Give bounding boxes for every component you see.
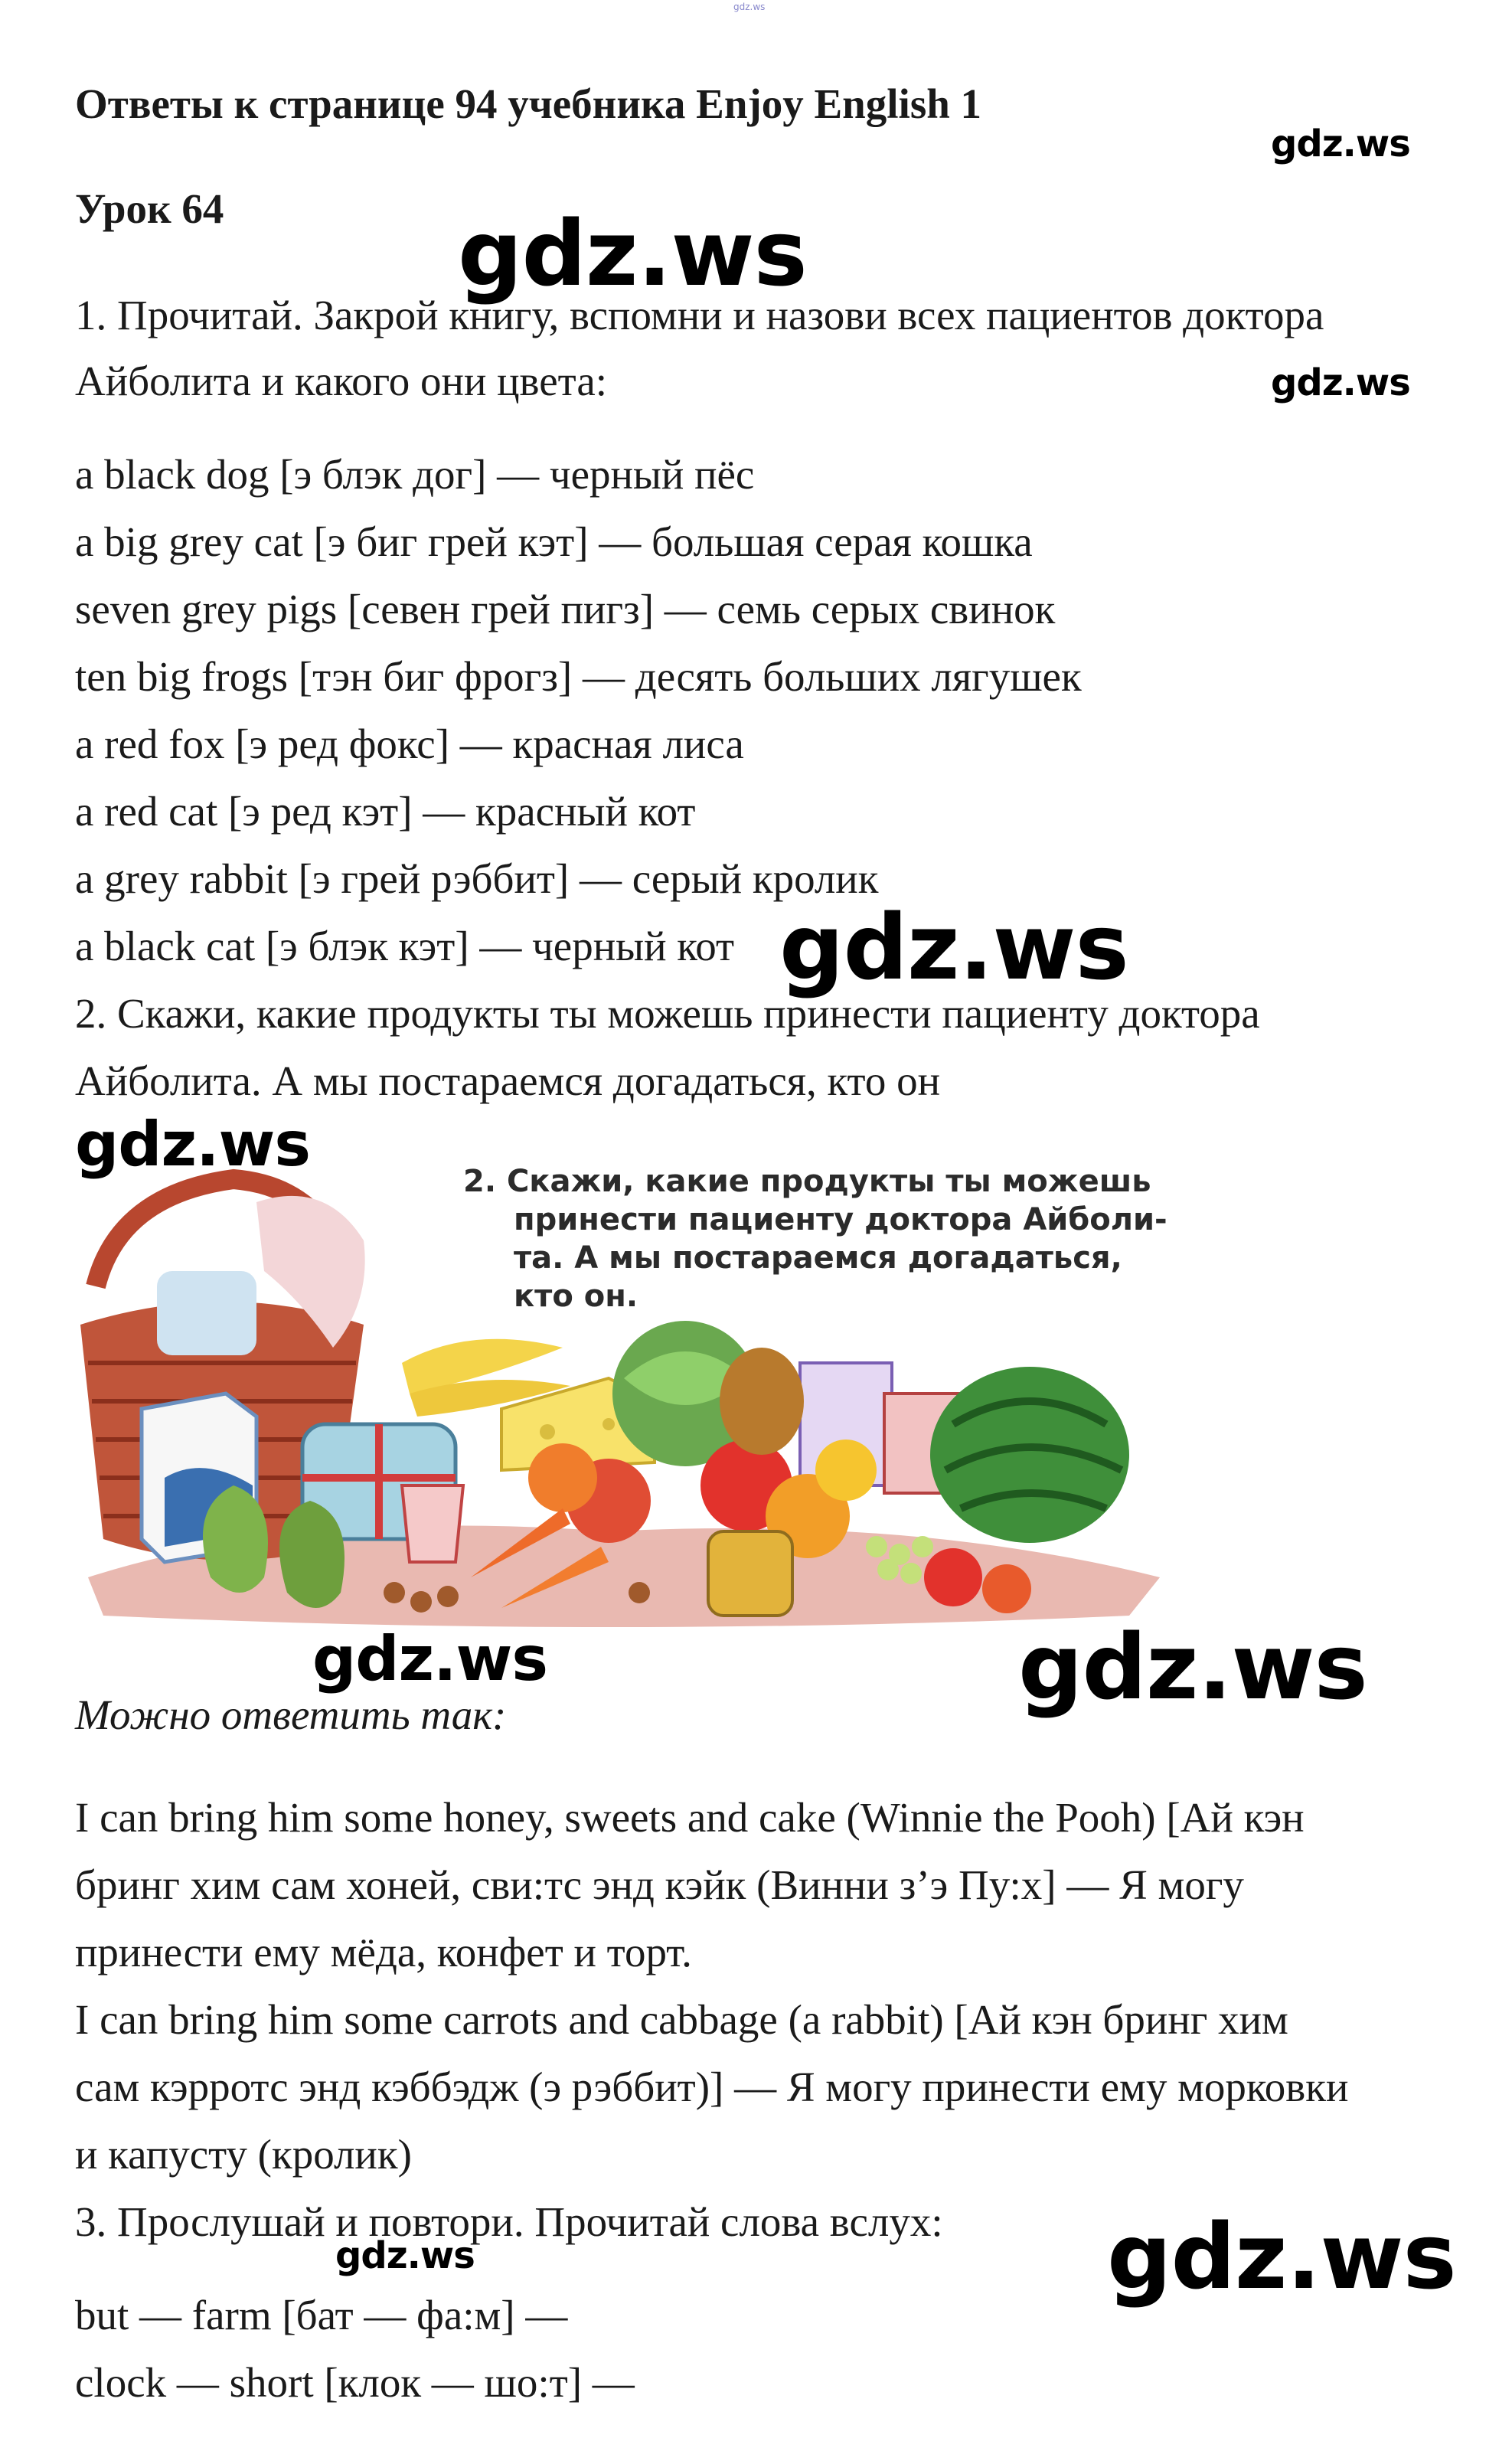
answer-intro: Можно ответить так: [75,1691,507,1738]
textbook-caption-line: кто он. [514,1279,638,1314]
food-basket-picture [73,1149,1167,1639]
page-title: Ответы к странице 94 учебника Enjoy English 1 [75,80,982,127]
task3-prompt: 3. Прослушай и повтори. Прочитай слова вслух: [75,2198,943,2245]
list-item: ten big frogs [тэн биг фрогз] — десять больших лягушек [75,653,1082,700]
answer-line: бринг хим сам хоней, сви:тс энд кэйк (Винни з’э Пу:х] — Я могу [75,1861,1244,1908]
header-stamp: gdz.ws [733,2,766,12]
list-item: clock — short [клок — шо:т] — [75,2359,635,2406]
watermark: gdz.ws [458,201,807,306]
watermark: gdz.ws [75,1109,311,1180]
answer-line: I can bring him some honey, sweets and cake (Winnie the Pooh) [Ай кэн [75,1794,1305,1841]
watermark: gdz.ws [312,1623,548,1694]
watermark: gdz.ws [1271,123,1410,165]
textbook-caption-line: 2. Скажи, какие продукты ты можешь [463,1164,1151,1199]
watermark: gdz.ws [335,2234,475,2277]
watermark: gdz.ws [1018,1614,1367,1720]
lesson-heading: Урок 64 [75,185,224,232]
list-item: a black cat [э блэк кэт] — черный кот [75,923,735,969]
list-item: but — farm [бат — фа:м] — [75,2292,568,2338]
watermark: gdz.ws [1107,2204,1456,2309]
answer-line: принести ему мёда, конфет и торт. [75,1929,692,1975]
task2-prompt-line2: Айболита. А мы постараемся догадаться, кто он [75,1057,941,1104]
watermark: gdz.ws [1271,361,1410,404]
task2-prompt-line1: 2. Скажи, какие продукты ты можешь принести пациенту доктора [75,990,1260,1037]
task1-prompt-line2: Айболита и какого они цвета: [75,358,608,404]
list-item: a red cat [э ред кэт] — красный кот [75,788,696,835]
list-item: a black dog [э блэк дог] — черный пёс [75,451,755,498]
watermark: gdz.ws [779,894,1128,1000]
task1-prompt-line1: 1. Прочитай. Закрой книгу, вспомни и назови всех пациентов доктора [75,292,1324,338]
textbook-illustration [73,1149,1167,1639]
answer-line: сам кэрротс энд кэббэдж (э рэббит)] — Я могу принести ему морковки [75,2064,1349,2110]
list-item: a grey rabbit [э грей рэббит] — серый кролик [75,855,879,902]
list-item: seven grey pigs [севен грей пигз] — семь серых свинок [75,586,1056,632]
answer-line: и капусту (кролик) [75,2131,412,2178]
textbook-caption-line: та. А мы постараемся догадаться, [514,1240,1122,1276]
list-item: a big grey cat [э биг грей кэт] — большая серая кошка [75,518,1033,565]
textbook-caption-line: принести пациенту доктора Айболи- [514,1202,1167,1237]
answer-line: I can bring him some carrots and cabbage (a rabbit) [Ай кэн бринг хим [75,1996,1288,2043]
list-item: a red fox [э ред фокс] — красная лиса [75,721,744,767]
